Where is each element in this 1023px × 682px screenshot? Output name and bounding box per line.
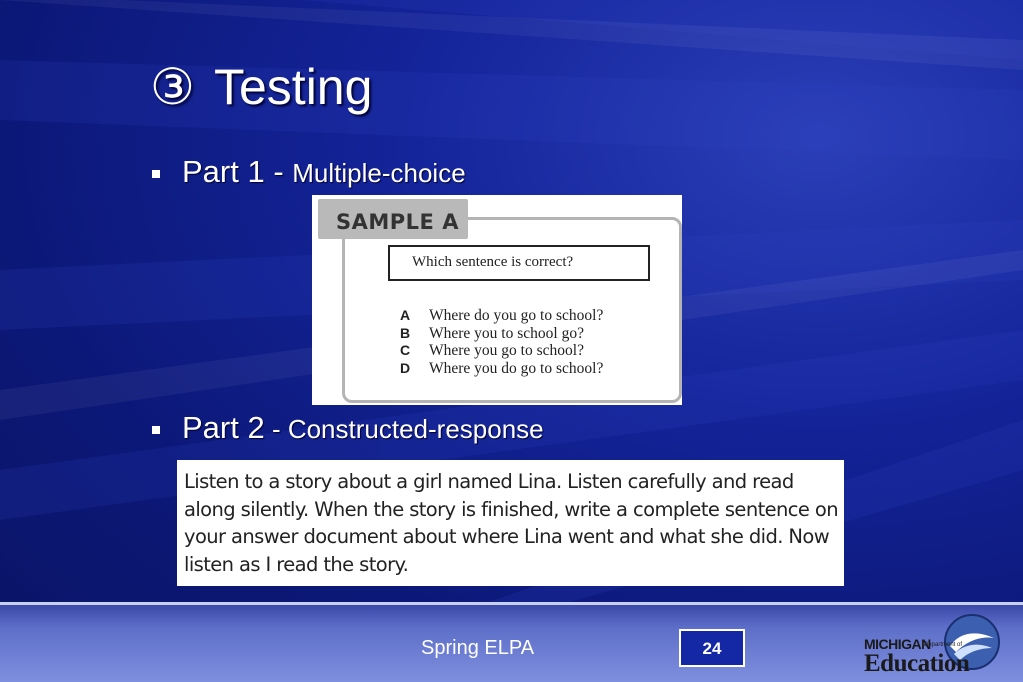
title-text: Testing [214, 59, 373, 115]
bullet-lead: Part 1 - [182, 154, 293, 189]
question-text: Which sentence is correct? [412, 254, 574, 270]
sample-tab [318, 199, 468, 239]
bullet-marker [152, 426, 160, 434]
sample-tab-label: SAMPLE A [336, 210, 459, 234]
logo-line2: Education [864, 650, 970, 677]
option-letter: C [400, 342, 411, 358]
footer-divider [0, 602, 1023, 605]
logo-line1: MICHIGAN [864, 636, 931, 652]
part2-prompt-image [177, 460, 844, 586]
option-text: Where do you go to school? [429, 307, 604, 324]
logo-dept: Department of [924, 642, 963, 648]
answer-option [400, 325, 603, 343]
answer-option [400, 307, 603, 325]
sample-a-image [312, 195, 682, 405]
option-text: Where you do go to school? [429, 359, 604, 377]
option-text: Where you to school go? [429, 324, 584, 342]
bullet-part-2 [152, 410, 544, 446]
slide-title [150, 58, 372, 116]
page-number-box [679, 629, 745, 667]
michigan-education-logo [862, 612, 1002, 678]
bullet-marker [152, 170, 160, 178]
option-letter: D [400, 359, 411, 376]
bullet-sub: Multiple-choice [292, 158, 466, 188]
answer-option [400, 360, 603, 378]
page-number: 24 [702, 639, 722, 658]
title-number: ③ [150, 59, 195, 115]
option-letter: B [400, 324, 411, 341]
bullet-sub: - Constructed-response [264, 414, 544, 444]
answer-option [400, 342, 603, 360]
answer-options [400, 307, 603, 377]
question-box [388, 245, 650, 281]
option-letter: A [400, 307, 411, 323]
footer-label: Spring ELPA [421, 637, 535, 659]
part2-prompt-text: Listen to a story about a girl named Lina. Listen carefully and read along silently. When the story is finished, write a complete sentence on your answer document about where Lina went and what she did. Now listen as I read the story. [184, 470, 838, 576]
bullet-part-1 [152, 154, 466, 190]
bullet-lead: Part 2 [182, 410, 265, 445]
option-text: Where you go to school? [429, 342, 584, 359]
